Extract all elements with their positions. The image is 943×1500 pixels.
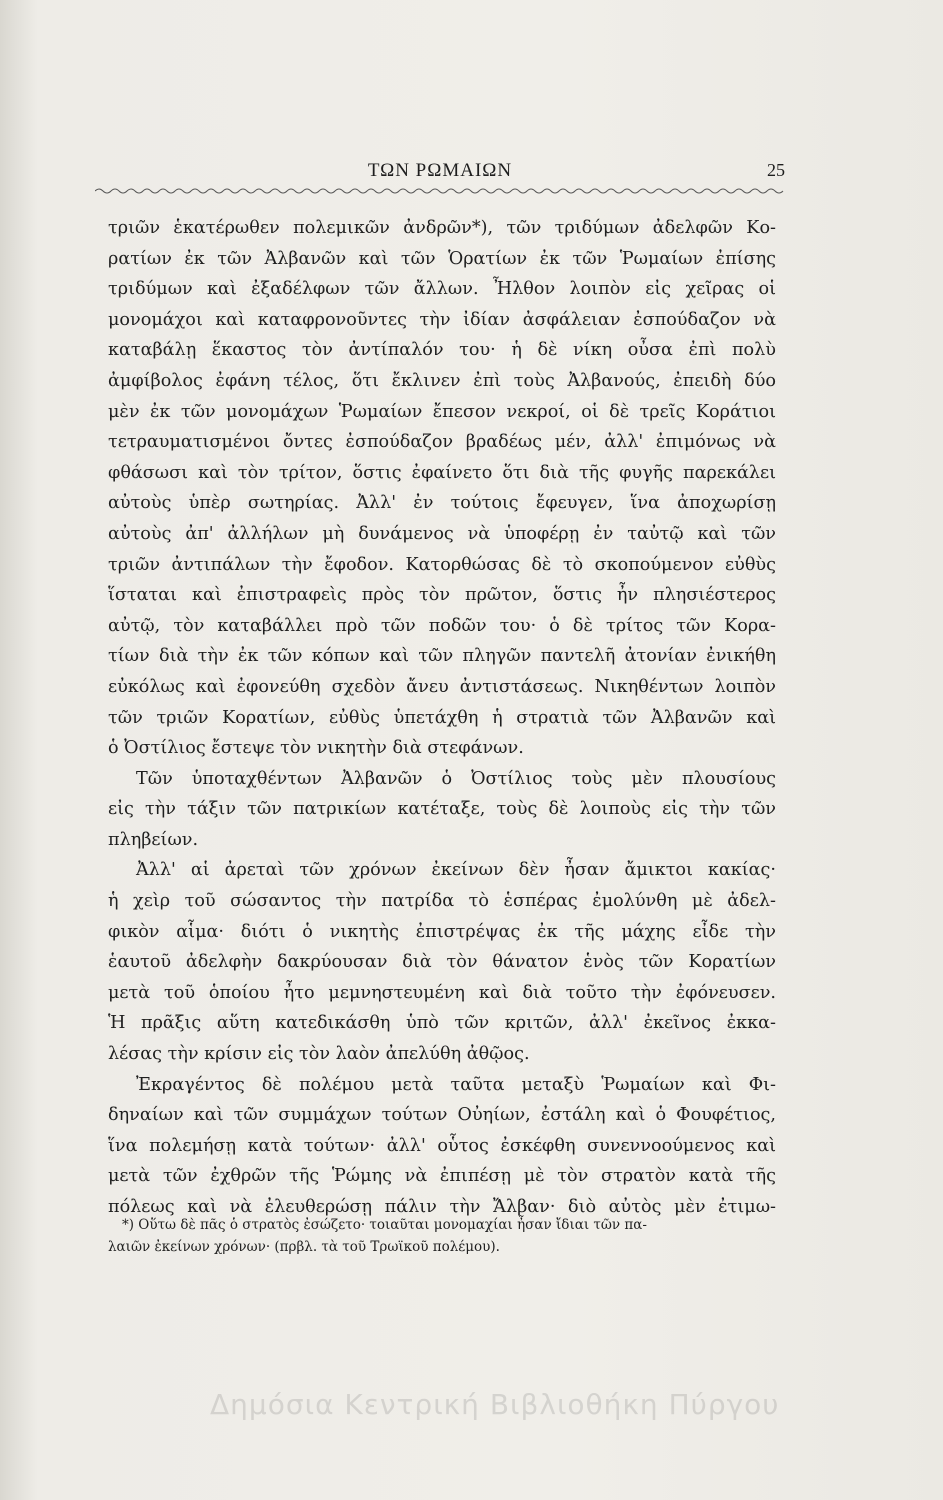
text-line: τριῶν ἀντιπάλων τὴν ἔφοδον. Κατορθώσας δὲ τὸ σκοπούμενον εὐθὺς <box>108 554 776 575</box>
footnote <box>108 1214 776 1258</box>
body-text <box>108 213 776 1223</box>
running-title: ΤΩΝ ΡΩΜΑΙΩΝ <box>367 160 513 181</box>
text-line: ἡ χεὶρ τοῦ σώσαντος τὴν πατρίδα τὸ ἑσπέρας ἐμολύνθη μὲ ἀδελ- <box>108 891 776 912</box>
text-line: ρατίων ἐκ τῶν Ἀλβανῶν καὶ τῶν Ὁρατίων ἐκ τῶν Ῥωμαίων ἐπίσης <box>108 248 776 269</box>
text-line: μὲν ἐκ τῶν μονομάχων Ῥωμαίων ἔπεσον νεκροί, οἱ δὲ τρεῖς Κοράτιοι <box>108 401 776 422</box>
text-line: τριῶν ἑκατέρωθεν πολεμικῶν ἀνδρῶν*), τῶν τριδύμων ἀδελφῶν Κο- <box>108 218 776 238</box>
text-line: Ἡ πρᾶξις αὕτη κατεδικάσθη ὑπὸ τῶν κριτῶν, ἀλλ' ἐκεῖνος ἐκκα- <box>108 1013 776 1034</box>
text-line: ἵνα πολεμήσῃ κατὰ τούτων· ἀλλ' οὗτος ἐσκέφθη συνεννοούμενος καὶ <box>108 1135 776 1156</box>
text-line: Ἐκραγέντος δὲ πολέμου μετὰ ταῦτα μεταξὺ Ῥωμαίων καὶ Φι- <box>136 1074 776 1095</box>
footnote-line: λαιῶν ἐκείνων χρόνων· (πρβλ. τὰ τοῦ Τρωϊκοῦ πολέμου). <box>108 1239 500 1255</box>
text-line: πόλεως καὶ νὰ ἐλευθερώσῃ πάλιν τὴν Ἄλβαν· διὸ αὐτὸς μὲν ἐτιμω- <box>108 1197 776 1217</box>
text-line: τῶν τριῶν Κορατίων, εὐθὺς ὑπετάχθη ἡ στρατιὰ τῶν Ἀλβανῶν καὶ <box>108 707 776 728</box>
text-line: αὐτοὺς ὑπὲρ σωτηρίας. Ἀλλ' ἐν τούτοις ἔφευγεν, ἵνα ἀποχωρίσῃ <box>108 493 776 514</box>
text-line: εἰς τὴν τάξιν τῶν πατρικίων κατέταξε, τοὺς δὲ λοιποὺς εἰς τὴν τῶν <box>108 799 776 820</box>
text-line: λέσας τὴν κρίσιν εἰς τὸν λαὸν ἀπελύθη ἀθῷος. <box>108 1044 530 1065</box>
page-number: 25 <box>767 160 785 180</box>
text-line: αὐτῷ, τὸν καταβάλλει πρὸ τῶν ποδῶν του· ὁ δὲ τρίτος τῶν Κορα- <box>108 615 776 636</box>
text-line: Ἀλλ' αἱ ἀρεταὶ τῶν χρόνων ἐκείνων δὲν ἦσαν ἄμικτοι κακίας· <box>136 860 776 881</box>
text-line: μονομάχοι καὶ καταφρονοῦντες τὴν ἰδίαν ἀσφάλειαν ἐσπούδαζον νὰ <box>108 309 776 330</box>
text-line: Τῶν ὑποταχθέντων Ἀλβανῶν ὁ Ὀστίλιος τοὺς μὲν πλουσίους <box>136 768 776 789</box>
text-line: ἵσταται καὶ ἐπιστραφεὶς πρὸς τὸν πρῶτον, ὅστις ἦν πλησιέστερος <box>108 585 776 606</box>
text-line: δηναίων καὶ τῶν συμμάχων τούτων Οὐηίων, ἐστάλη καὶ ὁ Φουφέτιος, <box>108 1105 776 1126</box>
text-line: φθάσωσι καὶ τὸν τρίτον, ὅστις ἐφαίνετο ὅτι διὰ τῆς φυγῆς παρεκάλει <box>108 462 776 483</box>
header-wavy-rule <box>95 187 785 195</box>
page-header <box>95 160 785 190</box>
text-line: ὁ Ὀστίλιος ἔστεψε τὸν νικητὴν διὰ στεφάνων. <box>108 738 524 759</box>
text-line: φικὸν αἷμα· διότι ὁ νικητὴς ἐπιστρέψας ἐκ τῆς μάχης εἶδε τὴν <box>108 921 776 942</box>
text-line: τριδύμων καὶ ἐξαδέλφων τῶν ἄλλων. Ἦλθον λοιπὸν εἰς χεῖρας οἱ <box>108 279 776 300</box>
text-line: καταβάλῃ ἕκαστος τὸν ἀντίπαλόν του· ἡ δὲ νίκη οὖσα ἐπὶ πολὺ <box>108 340 776 361</box>
footnote-line: *) Οὕτω δὲ πᾶς ὁ στρατὸς ἐσώζετο· τοιαῦται μονομαχίαι ἦσαν ἴδιαι τῶν πα- <box>122 1217 647 1233</box>
text-line: μετὰ τῶν ἐχθρῶν τῆς Ῥώμης νὰ ἐπιπέσῃ μὲ τὸν στρατὸν κατὰ τῆς <box>108 1166 776 1187</box>
text-line: μετὰ τοῦ ὁποίου ἦτο μεμνηστευμένη καὶ διὰ τοῦτο τὴν ἐφόνευσεν. <box>108 982 776 1003</box>
text-line: τετραυματισμένοι ὄντες ἐσπούδαζον βραδέως μέν, ἀλλ' ἐπιμόνως νὰ <box>108 432 776 453</box>
text-line: αὐτοὺς ἀπ' ἀλλήλων μὴ δυνάμενος νὰ ὑποφέρῃ ἐν ταὐτῷ καὶ τῶν <box>108 523 776 544</box>
text-line: εὐκόλως καὶ ἐφονεύθη σχεδὸν ἄνευ ἀντιστάσεως. Νικηθέντων λοιπὸν <box>108 676 776 697</box>
library-watermark: Δημόσια Κεντρική Βιβλιοθήκη Πύργου <box>210 1388 780 1421</box>
text-line: τίων διὰ τὴν ἐκ τῶν κόπων καὶ τῶν πληγῶν παντελῆ ἀτονίαν ἐνικήθη <box>108 646 776 667</box>
text-line: πληβείων. <box>108 829 199 850</box>
text-line: ἑαυτοῦ ἀδελφὴν δακρύουσαν διὰ τὸν θάνατον ἑνὸς τῶν Κορατίων <box>108 952 776 973</box>
text-line: ἀμφίβολος ἐφάνη τέλος, ὅτι ἔκλινεν ἐπὶ τοὺς Ἀλβανούς, ἐπειδὴ δύο <box>108 370 776 391</box>
